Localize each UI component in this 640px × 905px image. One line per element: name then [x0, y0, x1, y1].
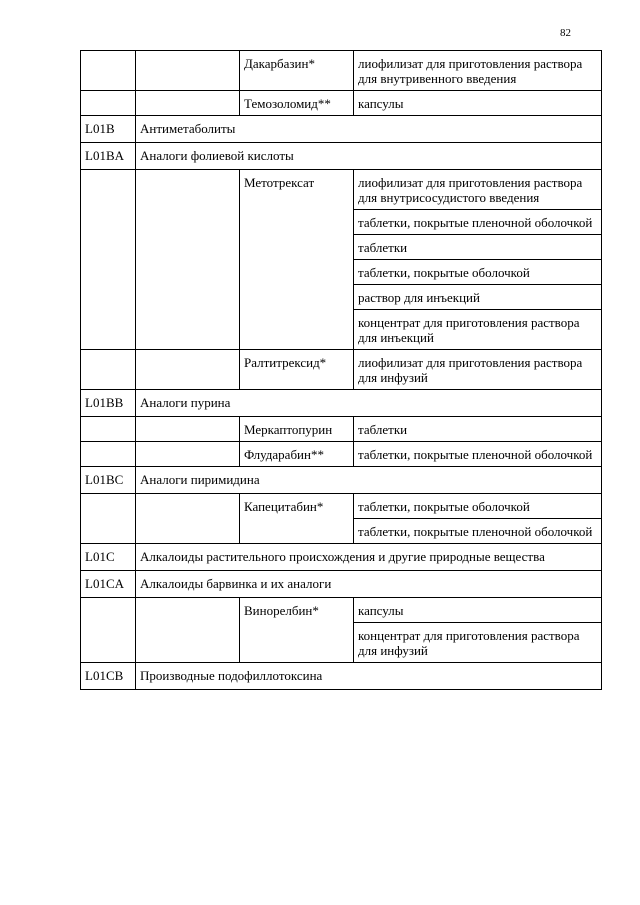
drug-name-cell: Дакарбазин*	[240, 51, 354, 91]
dosage-form-cell: лиофилизат для приготовления раствора для инфузий	[354, 350, 602, 390]
drug-table	[80, 50, 602, 690]
drug-row	[81, 598, 602, 623]
drug-row	[81, 350, 602, 390]
atc-code-cell: L01CB	[81, 663, 136, 690]
drug-row	[81, 170, 602, 210]
drug-name-cell: Винорелбин*	[240, 598, 354, 663]
dosage-form-cell: таблетки, покрытые пленочной оболочкой	[354, 442, 602, 467]
atc-code-cell: L01C	[81, 544, 136, 571]
empty-group-cell	[136, 442, 240, 467]
empty-group-cell	[136, 417, 240, 442]
group-name-cell: Аналоги пурина	[136, 390, 602, 417]
dosage-form-cell: таблетки, покрытые оболочкой	[354, 494, 602, 519]
group-row	[81, 143, 602, 170]
empty-code-cell	[81, 598, 136, 663]
empty-code-cell	[81, 51, 136, 91]
empty-code-cell	[81, 442, 136, 467]
empty-group-cell	[136, 51, 240, 91]
group-name-cell: Алкалоиды барвинка и их аналоги	[136, 571, 602, 598]
empty-code-cell	[81, 494, 136, 544]
drug-row	[81, 51, 602, 91]
drug-name-cell: Флударабин**	[240, 442, 354, 467]
empty-code-cell	[81, 350, 136, 390]
drug-name-cell: Капецитабин*	[240, 494, 354, 544]
group-name-cell: Алкалоиды растительного происхождения и другие природные вещества	[136, 544, 602, 571]
empty-group-cell	[136, 598, 240, 663]
empty-code-cell	[81, 417, 136, 442]
atc-code-cell: L01CA	[81, 571, 136, 598]
dosage-form-cell: лиофилизат для приготовления раствора для внутрисосудистого введения	[354, 170, 602, 210]
page-number: 82	[560, 27, 571, 39]
empty-group-cell	[136, 494, 240, 544]
group-row	[81, 467, 602, 494]
group-row	[81, 390, 602, 417]
dosage-form-cell: капсулы	[354, 91, 602, 116]
drug-name-cell: Ралтитрексид*	[240, 350, 354, 390]
dosage-form-cell: концентрат для приготовления раствора для инфузий	[354, 623, 602, 663]
drug-row	[81, 91, 602, 116]
drug-row	[81, 417, 602, 442]
atc-code-cell: L01BA	[81, 143, 136, 170]
atc-code-cell: L01BB	[81, 390, 136, 417]
drug-row	[81, 442, 602, 467]
group-name-cell: Производные подофиллотоксина	[136, 663, 602, 690]
group-name-cell: Антиметаболиты	[136, 116, 602, 143]
drug-name-cell: Темозоломид**	[240, 91, 354, 116]
drug-row	[81, 494, 602, 519]
dosage-form-cell: таблетки	[354, 235, 602, 260]
dosage-form-cell: таблетки, покрытые оболочкой	[354, 260, 602, 285]
dosage-form-cell: лиофилизат для приготовления раствора для внутривенного введения	[354, 51, 602, 91]
empty-code-cell	[81, 91, 136, 116]
empty-code-cell	[81, 170, 136, 350]
group-name-cell: Аналоги пиримидина	[136, 467, 602, 494]
dosage-form-cell: таблетки, покрытые пленочной оболочкой	[354, 210, 602, 235]
dosage-form-cell: раствор для инъекций	[354, 285, 602, 310]
empty-group-cell	[136, 91, 240, 116]
group-row	[81, 116, 602, 143]
dosage-form-cell: капсулы	[354, 598, 602, 623]
drug-name-cell: Метотрексат	[240, 170, 354, 350]
atc-code-cell: L01B	[81, 116, 136, 143]
dosage-form-cell: таблетки, покрытые пленочной оболочкой	[354, 519, 602, 544]
group-row	[81, 663, 602, 690]
group-row	[81, 571, 602, 598]
dosage-form-cell: концентрат для приготовления раствора для инъекций	[354, 310, 602, 350]
drug-name-cell: Меркаптопурин	[240, 417, 354, 442]
group-name-cell: Аналоги фолиевой кислоты	[136, 143, 602, 170]
empty-group-cell	[136, 350, 240, 390]
dosage-form-cell: таблетки	[354, 417, 602, 442]
atc-code-cell: L01BC	[81, 467, 136, 494]
table-body	[81, 51, 602, 690]
empty-group-cell	[136, 170, 240, 350]
group-row	[81, 544, 602, 571]
